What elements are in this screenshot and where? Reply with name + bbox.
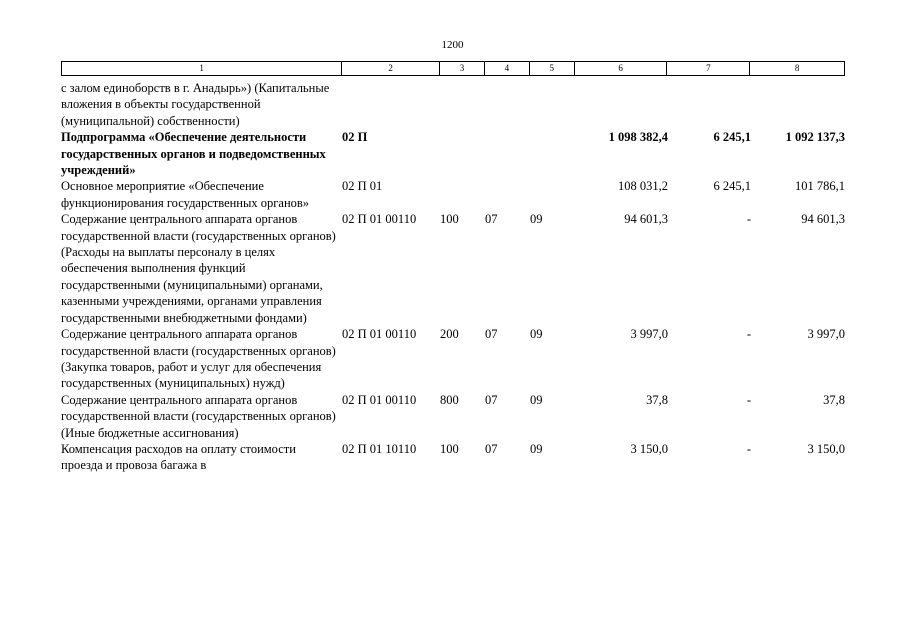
table-body — [61, 80, 851, 474]
table-row — [61, 80, 851, 129]
row-pr: 09 — [530, 212, 543, 227]
row-code: 02 П 01 10110 — [342, 441, 417, 456]
row-name: с залом единоборств в г. Анадырь») (Капитальные вложения в объекты государственной (муниципальной) собственности) — [61, 81, 330, 128]
row-pr — [530, 178, 575, 211]
row-col8: 101 786,1 — [795, 179, 845, 194]
row-col7: - — [746, 212, 751, 227]
row-vr: 200 — [440, 327, 459, 342]
row-total: 108 031,2 — [618, 179, 668, 194]
row-total: 3 150,0 — [630, 441, 668, 456]
row-rz: 07 — [485, 441, 498, 456]
row-total: 94 601,3 — [624, 212, 668, 227]
header-col-4: 4 — [485, 62, 530, 75]
header-col-1: 1 — [62, 62, 342, 75]
row-col8: 94 601,3 — [801, 212, 845, 227]
table-row — [61, 441, 851, 474]
row-col8: 1 092 137,3 — [785, 130, 845, 145]
row-col7: 6 245,1 — [713, 130, 751, 145]
row-col7: 6 245,1 — [713, 179, 751, 194]
row-col7: - — [746, 392, 751, 407]
row-col7: - — [746, 327, 751, 342]
row-name: Подпрограмма «Обеспечение деятельности государственных органов и подведомственных учреждений» — [61, 130, 326, 178]
row-total: 3 997,0 — [630, 327, 668, 342]
row-code: 02 П 01 — [342, 179, 383, 194]
table-row — [61, 129, 851, 178]
row-code: 02 П 01 00110 — [342, 327, 417, 342]
row-name: Содержание центрального аппарата органов государственной власти (государственных органов) (Расходы на выплаты персоналу в целях обеспечения выполнения функций государственными (муниципальными) органами, казенными учреждениями, органами управления государственными внебюджетными фондами) — [61, 212, 336, 325]
row-total: 37,8 — [646, 392, 668, 407]
table-row — [61, 178, 851, 211]
row-rz: 07 — [485, 212, 498, 227]
row-rz — [485, 80, 530, 129]
row-pr: 09 — [530, 441, 543, 456]
row-rz: 07 — [485, 392, 498, 407]
page-number: 1200 — [441, 39, 464, 51]
header-col-5: 5 — [530, 62, 575, 75]
row-col8: 3 997,0 — [807, 327, 845, 342]
row-name: Компенсация расходов на оплату стоимости проезда и провоза багажа в — [61, 441, 296, 473]
row-code — [342, 80, 440, 129]
row-col8: 37,8 — [823, 392, 845, 407]
row-pr — [530, 80, 575, 129]
row-vr: 100 — [440, 441, 459, 456]
header-col-8: 8 — [794, 63, 800, 73]
row-total — [575, 80, 668, 129]
row-rz — [485, 178, 530, 211]
row-pr: 09 — [530, 327, 543, 342]
row-code: 02 П 01 00110 — [342, 392, 417, 407]
row-col7: - — [746, 441, 751, 456]
table-row — [61, 211, 851, 326]
row-pr — [530, 129, 575, 178]
row-name: Основное мероприятие «Обеспечение функционирования государственных органов» — [61, 179, 310, 210]
row-rz — [485, 129, 530, 178]
row-vr — [440, 80, 485, 129]
row-col7 — [668, 80, 751, 129]
row-vr — [440, 178, 485, 211]
row-code: 02 П — [342, 130, 368, 145]
row-name: Содержание центрального аппарата органов государственной власти (государственных органов) (Закупка товаров, работ и услуг для обеспечения государственных (муниципальных) нужд) — [61, 327, 336, 391]
row-vr — [440, 129, 485, 178]
row-vr: 800 — [440, 392, 459, 407]
header-col-2: 2 — [342, 62, 440, 75]
table-header — [61, 61, 845, 76]
header-col-6: 6 — [575, 62, 668, 75]
row-name: Содержание центрального аппарата органов государственной власти (государственных органов) (Иные бюджетные ассигнования) — [61, 392, 336, 440]
row-pr: 09 — [530, 392, 543, 407]
header-col-3: 3 — [440, 62, 485, 75]
header-col-7: 7 — [667, 62, 750, 75]
row-vr: 100 — [440, 212, 459, 227]
row-col8: 3 150,0 — [807, 441, 845, 456]
row-code: 02 П 01 00110 — [342, 212, 417, 227]
row-total: 1 098 382,4 — [608, 130, 668, 145]
row-col8 — [751, 80, 845, 129]
row-rz: 07 — [485, 327, 498, 342]
table-row — [61, 326, 851, 392]
table-row — [61, 392, 851, 441]
